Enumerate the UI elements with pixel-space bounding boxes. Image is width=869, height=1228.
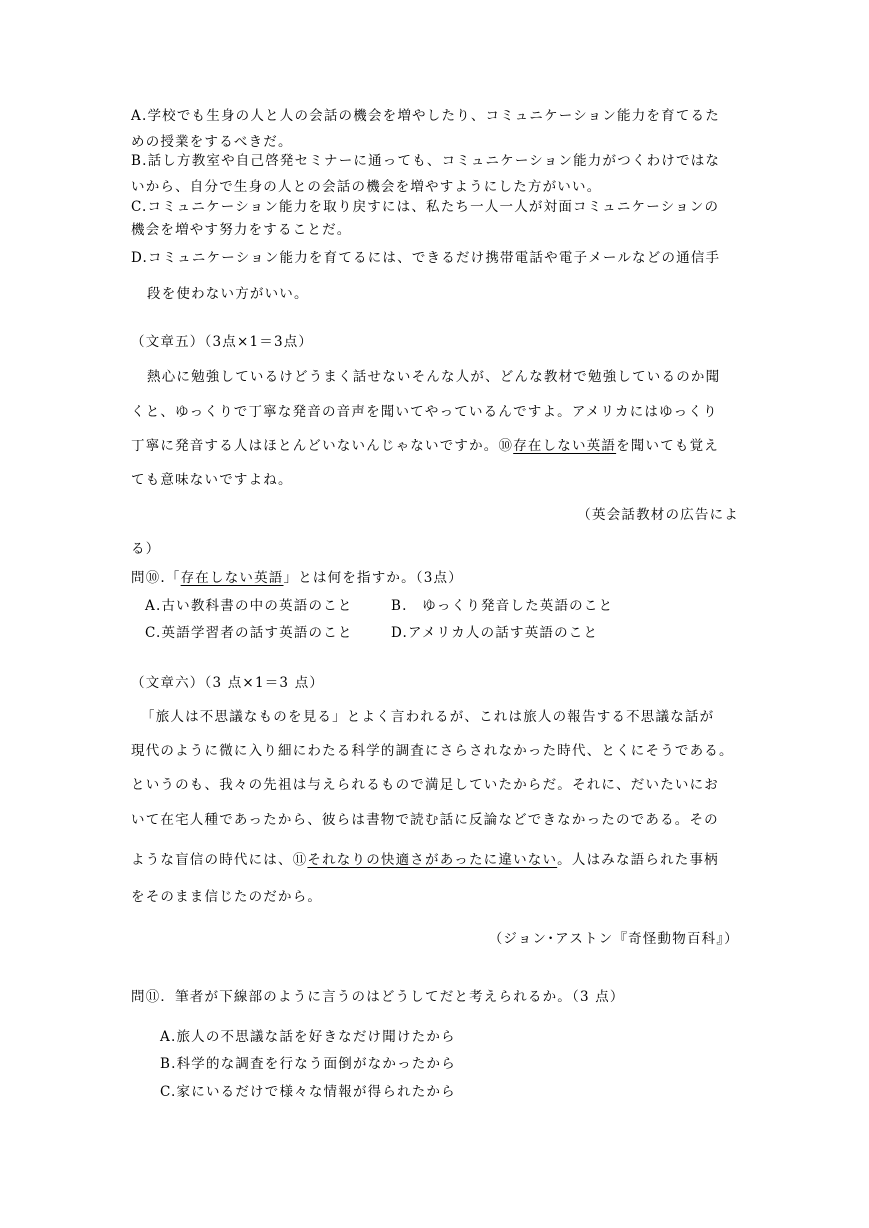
prev-option-b-line2: いから、自分で生身の人との会話の機会を増やすようにした方がいい。: [131, 179, 602, 195]
section6-para-line6: をそのまま信じたのだから。: [131, 889, 323, 905]
section5-source-line2: る）: [131, 541, 161, 557]
section6-para-line4: いて在宅人種であったから、彼らは書物で読む話に反論などできなかったのである。その: [131, 812, 719, 828]
q10-option-d: D.アメリカ人の話す英語のこと: [391, 625, 599, 641]
prev-option-b-line1: B.話し方教室や自己啓発セミナーに通っても、コミュニケーション能力がつくわけではな: [131, 153, 721, 169]
section5-para-line2: くと、ゆっくりで丁寧な発音の音声を聞いてやっているんですよ。アメリカにはゆっくり: [131, 404, 718, 420]
section6-source: （ジョン･アストン『奇怪動物百科』）: [488, 931, 739, 947]
prev-option-c-line1: C.コミュニケーション能力を取り戻すには、私たち一人一人が対面コミュニケーションの: [131, 199, 720, 215]
underlined-phrase: 存在しない英語: [180, 570, 284, 586]
q11-option-b: B.科学的な調査を行なう面倒がなかったから: [160, 1056, 456, 1072]
section5-para-line3: 丁寧に発音する人はほとんどいないんじゃないですか。⑩存在しない英語を聞いても覚え: [131, 438, 720, 454]
q11-option-c: C.家にいるだけで様々な情報が得られたから: [160, 1084, 456, 1100]
section6-header: （文章六）（3 点×1＝3 点）: [131, 675, 325, 691]
section6-para-line3: というのも、我々の先祖は与えられるもので満足していたからだ。それに、だいたいにお: [131, 777, 719, 793]
question-10: 問⑩.「存在しない英語」とは何を指すか。（3点）: [131, 570, 463, 586]
prev-option-d-line1: D.コミュニケーション能力を育てるには、できるだけ携帯電話や電子メールなどの通信手: [131, 250, 721, 266]
q10-option-c: C.英語学習者の話す英語のこと: [145, 625, 353, 641]
section6-para-line2: 現代のように微に入り細にわたる科学的調査にさらされなかった時代、とくにそうである。: [131, 743, 734, 759]
q11-option-a: A.旅人の不思議な話を好きなだけ聞けたから: [160, 1029, 456, 1045]
section5-header: （文章五）（3点×1＝3点）: [131, 334, 314, 350]
section5-source-line1: （英会話教材の広告によ: [577, 507, 739, 523]
section6-para-line1: 「旅人は不思議なものを見る」とよく言われるが、これは旅人の報告する不思議な話が: [141, 709, 715, 725]
prev-option-a-line2: めの授業をするべきだ。: [131, 134, 293, 150]
underlined-phrase: 存在しない英語: [513, 438, 617, 454]
section5-para-line4: ても意味ないですよね。: [131, 472, 293, 488]
q10-option-a: A.古い教科書の中の英語のこと: [145, 598, 353, 614]
prev-option-c-line2: 機会を増やす努力をすることだ。: [131, 222, 352, 238]
q10-option-b: B. ゆっくり発音した英語のこと: [391, 598, 614, 614]
section6-para-line5: ような盲信の時代には、⑪それなりの快適さがあったに違いない。人はみな語られた事柄: [131, 852, 719, 868]
question-11: 問⑪．筆者が下線部のように言うのはどうしてだと考えられるか。（3 点）: [131, 989, 625, 1005]
section5-para-line1: 熱心に勉強しているけどうまく話せないそんな人が、どんな教材で勉強しているのか聞: [147, 369, 721, 385]
underlined-phrase: それなりの快適さがあったに違いない: [307, 852, 558, 868]
prev-option-a-line1: A.学校でも生身の人と人の会話の機会を増やしたり、コミュニケーション能力を育てるた: [131, 108, 720, 124]
prev-option-d-line2: 段を使わない方がいい。: [147, 286, 309, 302]
